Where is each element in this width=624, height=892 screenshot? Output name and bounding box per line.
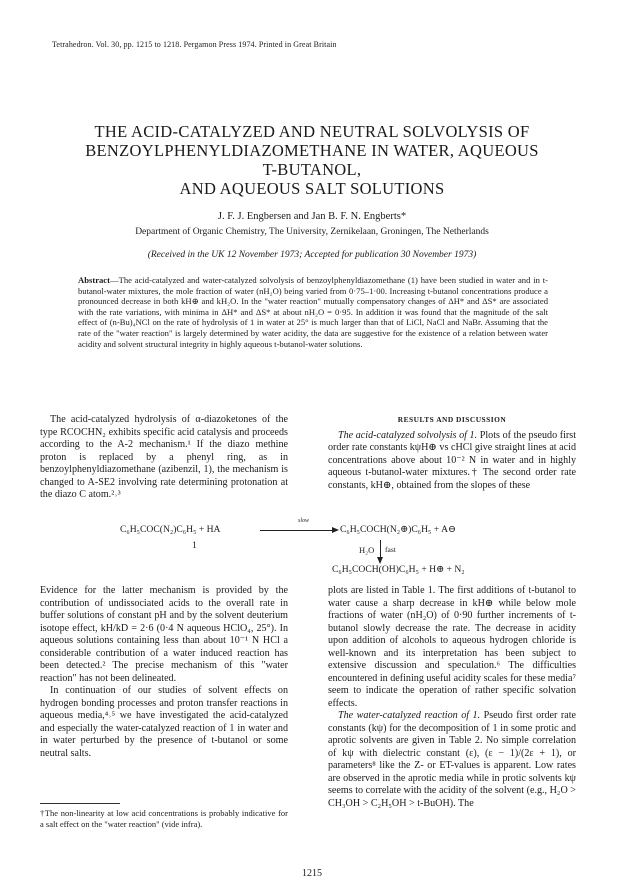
scheme-arrow-2: [380, 540, 381, 560]
scheme-arrowhead-1: [332, 527, 339, 533]
abstract-text: —The acid-catalyzed and water-catalyzed solvolysis of benzoylphenyldiazomethane (1) have been studied in water and in t-butanol-water mixtures, the mole fraction of water (nH₂O) being varied from 0·75–1·00. Increasing t-butanol concentrations produce a pronounced decrease in both kH⊕ and kH₂O. In the "water reaction" mutually compensatory changes of ΔH* and ΔS* are associated with the rate variations, with minima in ΔH* and ΔS* at about nH₂O = 0·95. In addition it was found that the magnitude of the salt effect of (n-Bu)₄NCl on the rate of hydrolysis of 1 in water at 25° is much larger than that of LiCl, NaCl and NaBr. Assuming that the rate of the "water reaction" is largely determined by water acidity, the data are suggestive for the existence of a relation between water acidity and solvent structural integrity in highly aqueous t-butanol-water solutions.: [78, 275, 548, 349]
results-subheading-acid: The acid-catalyzed solvolysis of 1.: [338, 429, 478, 441]
body-paragraph-3: plots are listed in Table 1. The first additions of t-butanol to water cause a sharp decrease in kH⊕ while below mole fractions of water (nH₂O) of 0·90 further increments of t-butanol slowly decrease the rate. The decrease in acidity upon addition of alcohols to aqueous hydrogen chloride is well-known and its interpretation has been subject to extensive discussion and speculation.⁶ The difficulties encountered in defining useful acidity scales for these media⁷ seem to indicate the operation of rather specific solvation effects.: [328, 585, 576, 709]
title-line-2: BENZOYLPHENYLDIAZOMETHANE IN WATER, AQUEOUS: [85, 141, 539, 160]
scheme-product: C₆H₅COCH(OH)C₆H₅ + H⊕ + N₂: [332, 564, 465, 575]
results-section: [328, 414, 576, 492]
scheme-water-label: H₂O: [359, 545, 375, 555]
body-paragraph-4: [328, 710, 576, 810]
scheme-compound-number: 1: [192, 540, 197, 551]
title-line-3: T-BUTANOL,: [262, 160, 362, 179]
received-dates: (Received in the UK 12 November 1973; Accepted for publication 30 November 1973): [147, 250, 477, 260]
title-line-4: AND AQUEOUS SALT SOLUTIONS: [179, 179, 445, 198]
right-column-body: [328, 585, 576, 810]
title-line-1: THE ACID-CATALYZED AND NEUTRAL SOLVOLYSIS OF: [94, 122, 530, 141]
left-column-body: [40, 585, 288, 760]
abstract-label: Abstract: [78, 275, 110, 285]
intro-text: The acid-catalyzed hydrolysis of α-diazoketones of the type RCOCHN₂ exhibits specific acid catalysis and proceeds according to the A-2 mechanism.¹ If the diazo methine proton is replaced by a phenyl ring, as in benzoylphenyldiazomethane (azibenzil, 1), the mechanism is changed to A-SE2 involving rate determining protonation at the diazo C atom.²˒³: [40, 414, 288, 500]
affiliation: Department of Organic Chemistry, The University, Zernikelaan, Groningen, The Netherlands: [135, 227, 489, 237]
results-text-1: Plots of the pseudo first order rate constants kψH⊕ vs cHCl give straight lines at acid concentrations above about 10⁻² N in water and in highly aqueous t-butanol-water mixtures.† The second order rate constants, kH⊕, obtained from the slopes of these: [328, 429, 577, 491]
scheme-intermediate: C₆H₅COCH(N₂⊕)C₆H₅ + A⊖: [340, 524, 457, 535]
body-paragraph-1: Evidence for the latter mechanism is provided by the contribution of undissociated acids to the overall rate in buffer solutions of constant pH and by the solvent deuterium isotope effect, kH/kD = 2·6 (0·4 N aqueous HClO₄, 25°). In aqueous solutions containing less than about 10⁻¹ N HCl a considerable contribution of a water induced reaction has been detected.² The precise mechanism of this "water reaction" has not been delineated.: [40, 585, 288, 684]
body-paragraph-2: In continuation of our studies of solvent effects on hydrogen bonding processes and proton transfer reactions in aqueous media,⁴˒⁵ we have investigated the acid-catalyzed and especially the water-catalyzed reaction of 1 in water and in water perturbed by the presence of t-butanol or some neutral salts.: [40, 685, 288, 759]
author-list: J. F. J. Engbersen and Jan B. F. N. Engberts*: [217, 211, 407, 222]
water-reaction-subheading: The water-catalyzed reaction of 1.: [338, 710, 481, 721]
scheme-arrowhead-2: [377, 557, 383, 564]
abstract: [78, 275, 548, 349]
footnote-rule: [40, 803, 120, 804]
results-paragraph-1: [328, 430, 576, 493]
page-number: 1215: [302, 868, 322, 879]
results-heading: RESULTS AND DISCUSSION: [397, 415, 507, 424]
footnote: †The non-linearity at low acid concentrations is probably indicative for a salt effect on the "water reaction" (vide infra).: [40, 808, 288, 829]
journal-citation: Tetrahedron. Vol. 30, pp. 1215 to 1218. Pergamon Press 1974. Printed in Great Britain: [52, 40, 337, 49]
paper-title: [40, 122, 584, 198]
scheme-fast-label: fast: [385, 545, 396, 554]
scheme-slow-label: slow: [298, 518, 310, 524]
intro-paragraph: [40, 414, 288, 502]
body-paragraph-4-text: Pseudo first order rate constants (kψ) for the decomposition of 1 in some protic and aprotic solvents are given in Table 2. No simple correlation of kψ with dielectric constant (ε), (ε − 1)/(2ε + 1), or parameters⁸ like the Z- or ET-values is apparent. Low rates are observed in the aprotic media while in protic solvents kψ seems to correlate with the acidity of the solvent (e.g., H₂O > CH₃OH > C₂H₅OH > t-BuOH). The: [328, 710, 576, 809]
scheme-reactant: C₆H₅COC(N₂)C₆H₅ + HA: [120, 524, 221, 535]
scheme-arrow-1: [260, 530, 334, 531]
